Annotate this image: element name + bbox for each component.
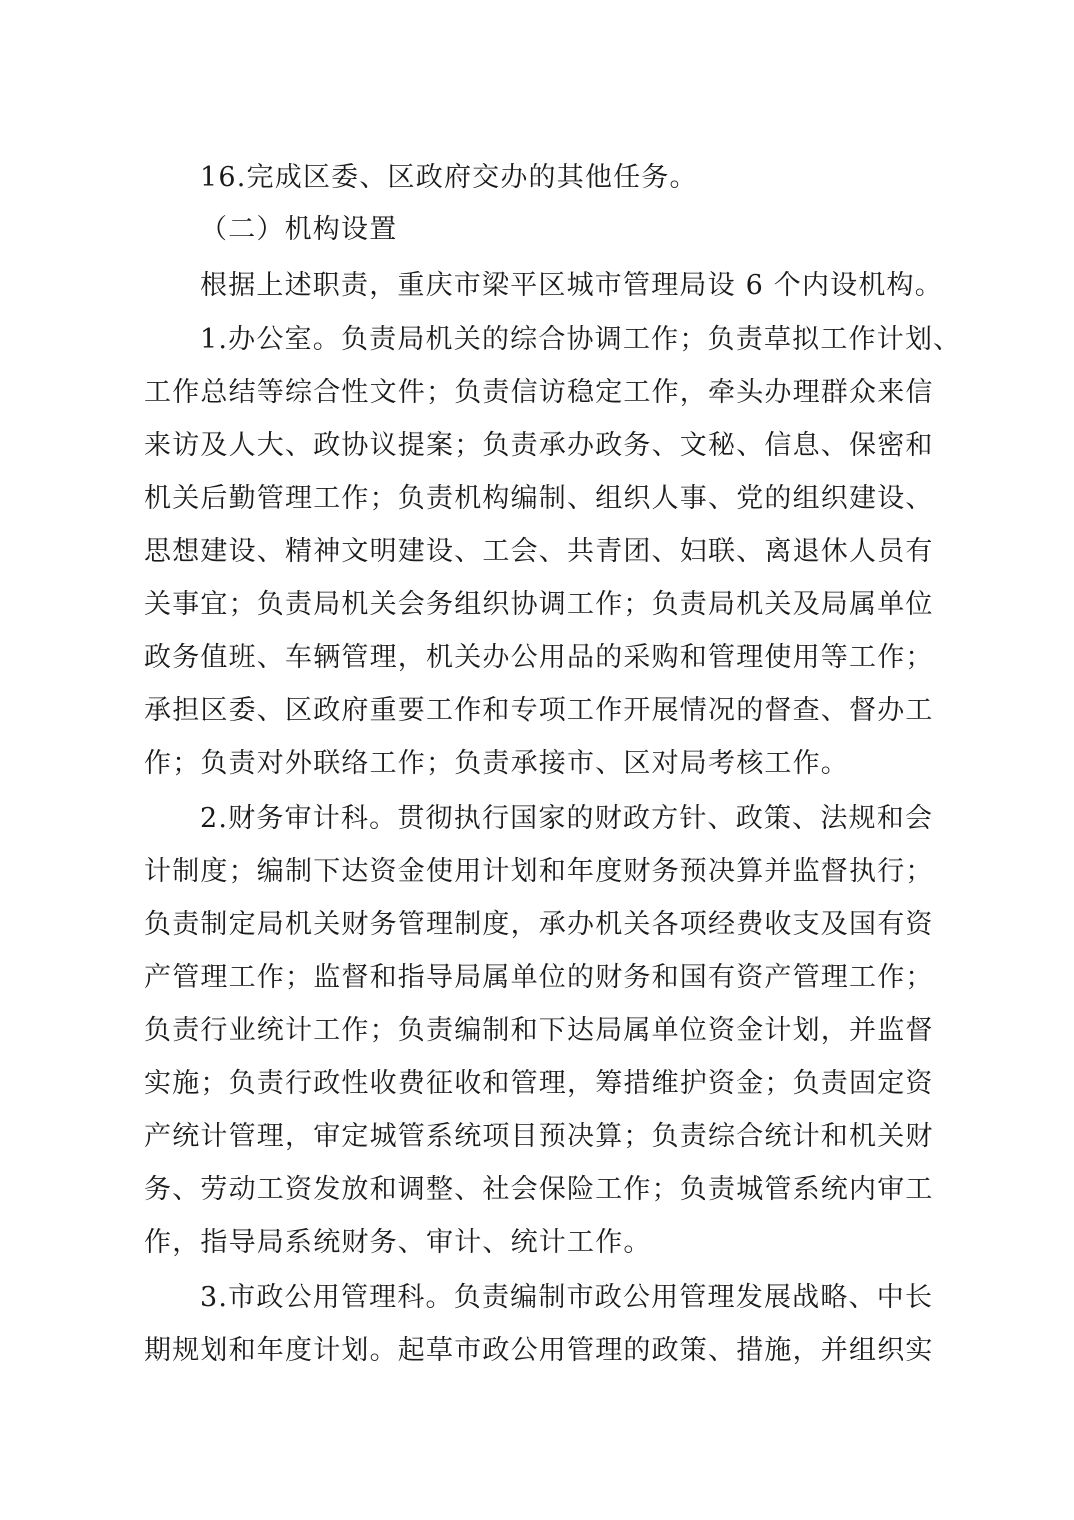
office-paragraph-line: 来访及人大、政协议提案；负责承办政务、文秘、信息、保密和: [144, 430, 934, 461]
office-paragraph-line: 机关后勤管理工作；负责机构编制、组织人事、党的组织建设、: [144, 483, 934, 514]
finance-paragraph-line: 产统计管理，审定城管系统项目预决算；负责综合统计和机关财: [144, 1121, 934, 1152]
office-paragraph-line: 承担区委、区政府重要工作和专项工作开展情况的督查、督办工: [144, 695, 934, 726]
office-paragraph-line: 政务值班、车辆管理，机关办公用品的采购和管理使用等工作；: [144, 642, 934, 673]
finance-paragraph-line: 作，指导局系统财务、审计、统计工作。: [144, 1227, 652, 1258]
municipal-paragraph-line: 期规划和年度计划。起草市政公用管理的政策、措施，并组织实: [144, 1335, 934, 1366]
office-paragraph-line: 工作总结等综合性文件；负责信访稳定工作，牵头办理群众来信: [144, 377, 934, 408]
intro-paragraph: 根据上述职责，重庆市梁平区城市管理局设 6 个内设机构。: [200, 270, 943, 301]
office-paragraph-line: 1.办公室。负责局机关的综合协调工作；负责草拟工作计划、: [200, 324, 962, 355]
office-paragraph-line: 作；负责对外联络工作；负责承接市、区对局考核工作。: [144, 748, 849, 779]
finance-paragraph-line: 计制度；编制下达资金使用计划和年度财务预决算并监督执行；: [144, 856, 934, 887]
municipal-paragraph-line: 3.市政公用管理科。负责编制市政公用管理发展战略、中长: [200, 1282, 934, 1313]
item-16-line: 16.完成区委、区政府交办的其他任务。: [200, 162, 698, 193]
finance-paragraph-line: 负责行业统计工作；负责编制和下达局属单位资金计划，并监督: [144, 1015, 934, 1046]
finance-paragraph-line: 负责制定局机关财务管理制度，承办机关各项经费收支及国有资: [144, 909, 934, 940]
section-heading: （二）机构设置: [200, 214, 398, 245]
finance-paragraph-line: 实施；负责行政性收费征收和管理，筹措维护资金；负责固定资: [144, 1068, 934, 1099]
finance-paragraph-line: 务、劳动工资发放和调整、社会保险工作；负责城管系统内审工: [144, 1174, 934, 1205]
office-paragraph-line: 思想建设、精神文明建设、工会、共青团、妇联、离退休人员有: [144, 536, 934, 567]
finance-paragraph-line: 产管理工作；监督和指导局属单位的财务和国有资产管理工作；: [144, 962, 934, 993]
office-paragraph-line: 关事宜；负责局机关会务组织协调工作；负责局机关及局属单位: [144, 589, 934, 620]
finance-paragraph-line: 2.财务审计科。贯彻执行国家的财政方针、政策、法规和会: [200, 803, 934, 834]
